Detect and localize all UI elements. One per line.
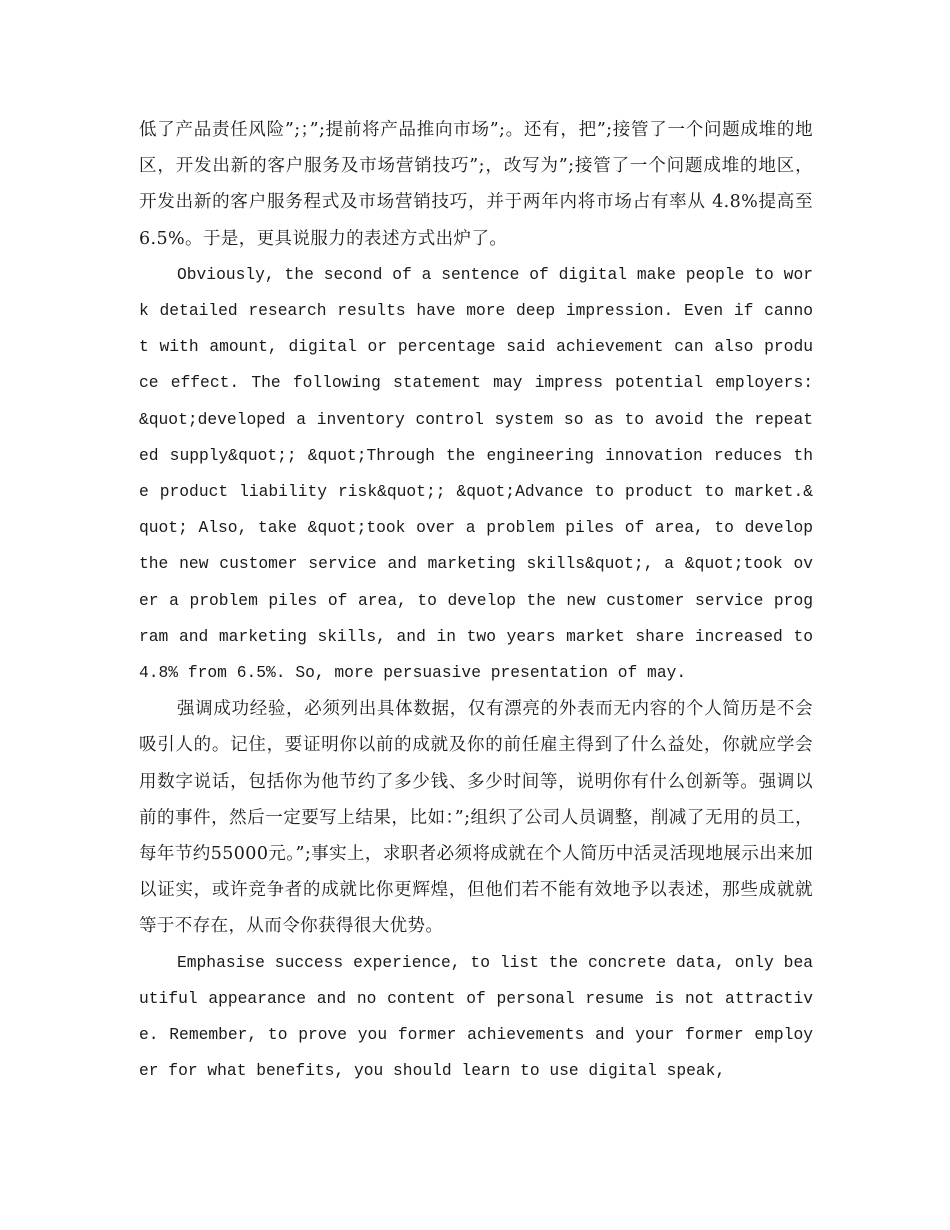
paragraph-zh-2: 强调成功经验，必须列出具体数据，仅有漂亮的外表而无内容的个人简历是不会吸引人的。记住，要证明你以前的成就及你的前任雇主得到了什么益处，你就应学会用数字说话，包括你为他节约了多少钱、多少时间等，说明你有什么创新等。强调以前的事件，然后一定要写上结果，比如：”;组织了公司人员调整，削减了无用的员工，每年节约55000元。”;事实上，求职者必须将成就在个人简历中活灵活现地展示出来加以证实，或许竞争者的成就比你更辉煌，但他们若不能有效地予以表述，那些成就就等于不存在，从而令你获得很大优势。: [139, 699, 813, 937]
paragraph-en-1: Obviously, the second of a sentence of digital make people to work detailed research results have more deep impression. Even if cannot with amount, digital or percentage said achievement can also produce effect. The following statement may impress potential employers: &quot;developed a inventory control system so as to avoid the repeated supply&quot;; &quot;Through the engineering innovation reduces the product liability risk&quot;; &quot;Advance to product to market.&quot; Also, take &quot;took over a problem piles of area, to develop the new customer service and marketing skills&quot;, a &quot;took over a problem piles of area, to develop the new customer service program and marketing skills, and in two years market share increased to 4.8% from 6.5%. So, more persuasive presentation of may.: [139, 264, 813, 683]
paragraph-zh-1: 低了产品责任风险”;；”;提前将产品推向市场”;。还有，把”;接管了一个问题成堆的地区，开发出新的客户服务及市场营销技巧”;，改写为”;接管了一个问题成堆的地区，开发出新的客户服务程式及市场营销技巧，并于两年内将市场占有率从 4.8%提高至6.5%。于是，更具说服力的表述方式出炉了。: [139, 120, 813, 249]
paragraph-en-2: Emphasise success experience, to list the concrete data, only beautiful appearance and no content of personal resume is not attractive. Remember, to prove you former achievements and your former employer for what benefits, you should learn to use digital speak,: [139, 952, 813, 1081]
document-page: [139, 112, 813, 1089]
